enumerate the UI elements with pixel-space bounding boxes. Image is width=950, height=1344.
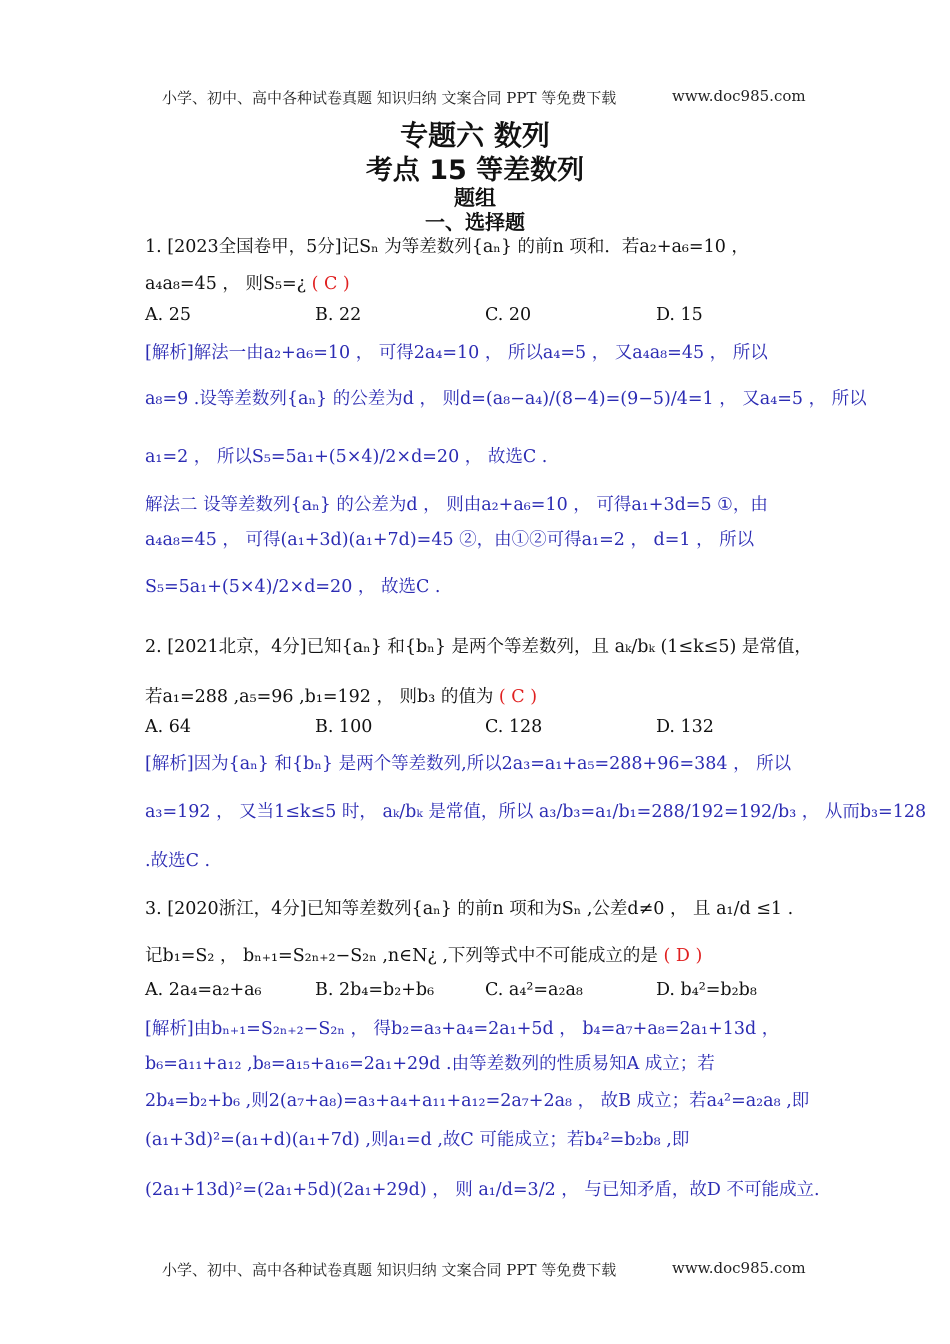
q2-option-b: B. 100 xyxy=(315,717,373,737)
q1-solution-line1: [解析]解法一由a₂+a₆=10 ， 可得2a₄=10 ， 所以a₄=5 ， 又a₄a₈=45 ， 所以 xyxy=(145,343,768,363)
q1-option-b: B. 22 xyxy=(315,305,362,325)
q1-solution-line5: a₄a₈=45 ， 可得(a₁+3d)(a₁+7d)=45 ②，由①②可得a₁=2 ， d=1 ， 所以 xyxy=(145,530,755,550)
q1-solution-line3: a₁=2 ， 所以S₅=5a₁+(5×4)/2×d=20 ， 故选C . xyxy=(145,447,548,467)
q3-option-c: C. a₄²=a₂a₈ xyxy=(485,980,583,1000)
section-title: 一、选择题 xyxy=(425,210,525,234)
q3-option-b: B. 2b₄=b₂+b₆ xyxy=(315,980,435,1000)
q2-option-d: D. 132 xyxy=(656,717,714,737)
q2-answer: ( C ) xyxy=(498,687,538,707)
footer-url[interactable]: www.doc985.com xyxy=(672,1259,806,1277)
q1-solution-line2: a₈=9 .设等差数列{aₙ} 的公差为d ， 则d=(a₈−a₄)/(8−4)=(9−5)/4=1 ， 又a₄=5 ， 所以 xyxy=(145,389,867,409)
q2-solution-line2: a₃=192 ， 又当1≤k≤5 时， aₖ/bₖ 是常值，所以 a₃/b₃=a₁/b₁=288/192=192/b₃ ， 从而b₃=128 xyxy=(145,802,927,822)
q2-option-c: C. 128 xyxy=(485,717,543,737)
q1-option-a: A. 25 xyxy=(145,305,192,325)
q2-stem-line2 xyxy=(145,683,537,708)
q2-solution-line3: .故选C . xyxy=(145,851,211,871)
header-text: 小学、初中、高中各种试卷真题 知识归纳 文案合同 PPT 等免费下载 xyxy=(162,89,617,107)
q3-option-a: A. 2a₄=a₂+a₆ xyxy=(145,980,262,1000)
header-url[interactable]: www.doc985.com xyxy=(672,87,806,105)
q3-solution-line2: b₆=a₁₁+a₁₂ ,b₈=a₁₅+a₁₆=2a₁+29d .由等差数列的性质易知A 成立；若 xyxy=(145,1054,715,1074)
q3-solution-line3: 2b₄=b₂+b₆ ,则2(a₇+a₈)=a₃+a₄+a₁₁+a₁₂=2a₇+2a₈ ， 故B 成立；若a₄²=a₂a₈ ,即 xyxy=(145,1091,810,1111)
q1-solution-line4: 解法二 设等差数列{aₙ} 的公差为d ， 则由a₂+a₆=10 ， 可得a₁+3d=5 ①，由 xyxy=(145,495,768,515)
topic-title: 考点 15 等差数列 xyxy=(365,155,585,186)
q3-answer: ( D ) xyxy=(663,946,703,966)
q3-stem-line1: 3. [2020浙江，4分]已知等差数列{aₙ} 的前n 项和为Sₙ ,公差d≠0 ， 且 a₁/d ≤1 . xyxy=(145,899,794,919)
footer-text: 小学、初中、高中各种试卷真题 知识归纳 文案合同 PPT 等免费下载 xyxy=(162,1261,617,1279)
q3-option-d: D. b₄²=b₂b₈ xyxy=(656,980,757,1000)
q2-stem-text: 若a₁=288 ,a₅=96 ,b₁=192 ， 则b₃ 的值为 xyxy=(145,687,494,707)
q3-solution-line4: (a₁+3d)²=(a₁+d)(a₁+7d) ,则a₁=d ,故C 可能成立；若b₄²=b₂b₈ ,即 xyxy=(145,1130,690,1150)
group-title: 题组 xyxy=(454,186,496,210)
q1-stem-line1: 1. [2023全国卷甲，5分]记Sₙ 为等差数列{aₙ} 的前n 项和．若a₂+a₆=10 ， xyxy=(145,237,749,257)
q3-stem-text: 记b₁=S₂ ， bₙ₊₁=S₂ₙ₊₂−S₂ₙ ,n∈N¿ ,下列等式中不可能成立的是 xyxy=(145,946,658,966)
q1-solution-line6: S₅=5a₁+(5×4)/2×d=20 ， 故选C . xyxy=(145,577,441,597)
q2-stem-line1: 2. [2021北京，4分]已知{aₙ} 和{bₙ} 是两个等差数列，且 aₖ/bₖ (1≤k≤5) 是常值， xyxy=(145,637,812,657)
q1-answer: ( C ) xyxy=(311,274,350,294)
q2-solution-line1: [解析]因为{aₙ} 和{bₙ} 是两个等差数列,所以2a₃=a₁+a₅=288+96=384 ， 所以 xyxy=(145,754,792,774)
q1-stem-text: a₄a₈=45 ， 则S₅=¿ xyxy=(145,274,307,294)
q1-stem-line2 xyxy=(145,270,350,295)
q1-option-c: C. 20 xyxy=(485,305,532,325)
chapter-title: 专题六 数列 xyxy=(400,119,550,152)
q1-option-d: D. 15 xyxy=(656,305,703,325)
q3-solution-line5: (2a₁+13d)²=(2a₁+5d)(2a₁+29d) ， 则 a₁/d=3/2 ， 与已知矛盾，故D 不可能成立. xyxy=(145,1180,820,1200)
q3-stem-line2 xyxy=(145,942,702,967)
q2-option-a: A. 64 xyxy=(145,717,192,737)
q3-solution-line1: [解析]由bₙ₊₁=S₂ₙ₊₂−S₂ₙ ， 得b₂=a₃+a₄=2a₁+5d ， b₄=a₇+a₈=2a₁+13d ， xyxy=(145,1019,780,1039)
